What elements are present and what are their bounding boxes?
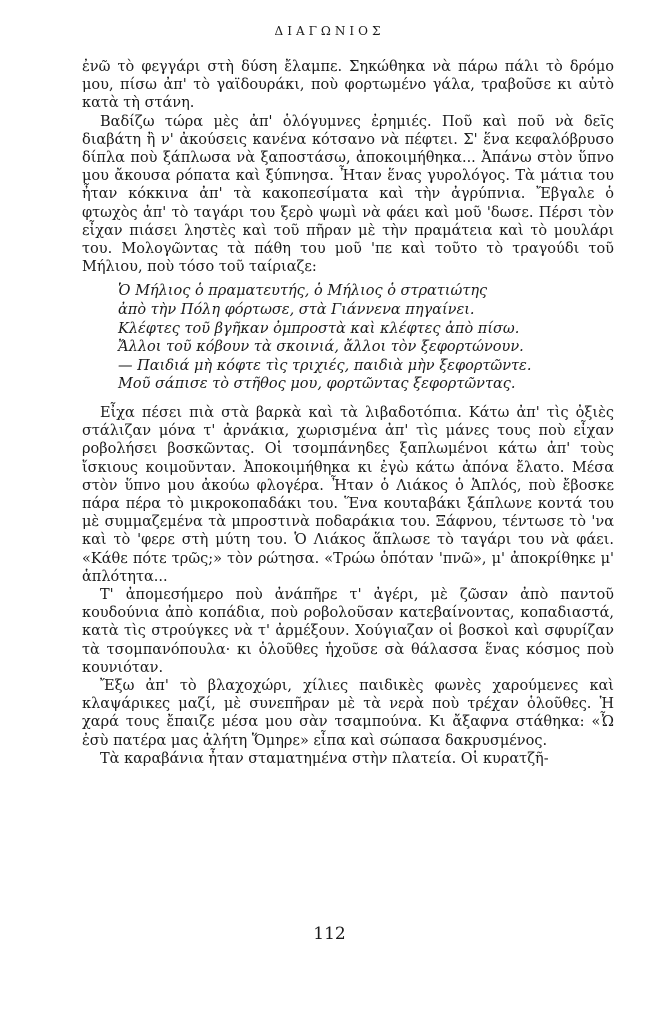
running-title: ΔΙΑΓΩΝΙΟΣ <box>274 24 385 38</box>
poem-line: Μοῦ σάπισε τὸ στῆθος μου, φορτῶντας ξεφορτῶντας. <box>118 376 516 393</box>
poem-line: Ὁ Μήλιος ὁ πραματευτής, ὁ Μήλιος ὁ στρατιώτης <box>118 283 488 300</box>
poem <box>118 282 614 394</box>
poem-line: ἀπὸ τὴν Πόλη φόρτωσε, στὰ Γιάννενα πηγαίνει. <box>118 302 475 319</box>
paragraph: Τ' ἀπομεσήμερο ποὺ ἀνάπῆρε τ' ἀγέρι, μὲ ζῶσαν ἀπὸ παντοῦ κουδούνια ἀπὸ κοπάδια, ποὺ ροβολοῦσαν κατεβαίνοντας, κοπαδιαστά, κατὰ τὶς στρούγκες νὰ τ' ἀρμέξουν. Χούγιαζαν οἱ βοσκοὶ καὶ σφυρίζαν τὰ τσομπανόπουλα· κι ὁλοῦθες ἠχοῦσε σὰ θάλασσα ἕνας κόσμος ποὺ κουνιόταν. <box>82 587 614 676</box>
poem-line: Κλέφτες τοῦ βγῆκαν ὀμπροστὰ καὶ κλέφτες ἀπὸ πίσω. <box>118 320 520 337</box>
paragraph: Ἔξω ἀπ' τὸ βλαχοχώρι, χίλιες παιδικὲς φωνὲς χαρούμενες καὶ κλαψάρικες μαζί, μὲ συνεπῆραν μὲ τὰ νερὰ ποὺ τρέχαν ὁλοῦθες. Ἡ χαρά τους ἔπαιζε μέσα μου σὰν τσαμπούνα. Κι ἄξαφνα στάθηκα: «Ὦ ἐσὺ πατέρα μας ἀλήτη Ὅμηρε» εἶπα καὶ σώπασα δακρυσμένος. <box>82 678 614 749</box>
text-block <box>82 58 614 768</box>
paragraph: Τὰ καραβάνια ἦταν σταματημένα στὴν πλατεία. Οἱ κυρατζῆ- <box>100 750 549 767</box>
paragraph: ἐνῶ τὸ φεγγάρι στὴ δύση ἔλαμπε. Σηκώθηκα νὰ πάρω πάλι τὸ δρόμο μου, πίσω ἀπ' τὸ γαϊδουράκι, ποὺ φορτωμένο γάλα, τραβοῦσε κι αὐτὸ κατὰ τὴ στάνη. <box>82 59 614 112</box>
poem-line: — Παιδιά μὴ κόφτε τὶς τριχιές, παιδιὰ μὴν ξεφορτῶντε. <box>118 357 532 374</box>
paragraph: Βαδίζω τώρα μὲς ἀπ' ὁλόγυμνες ἐρημιές. Ποῦ καὶ ποῦ νὰ δεῖς διαβάτη ἢ ν' ἀκούσεις κανένα κότσανο νὰ πέφτει. Σ' ἕνα κεφαλόβρυσο δίπλα ποὺ ξάπλωσα νὰ ξαποστάσω, ἀποκοιμήθηκα... Ἀπάνω στὸν ὕπνο μου ἄκουσα ρόπατα καὶ ξύπνησα. Ἦταν ἕνας γυρολόγος. Τὰ μάτια του ἦταν κόκκινα ἀπ' τὰ κακοπεσίματα καὶ τὴν ἀγρύπνια. Ἔβγαλε ὁ φτωχὸς ἀπ' τὸ ταγάρι του ξερὸ ψωμὶ νὰ φάει καὶ μοῦ 'δωσε. Πέρσι τὸν εἶχαν πιάσει ληστὲς καὶ τοῦ πῆραν μὲ τὴν πραμάτεια καὶ τὸ μουλάρι του. Μολογῶντας τὰ πάθη του μοῦ 'πε καὶ τοῦτο τὸ τραγούδι τοῦ Μήλιου, ποὺ τόσο τοῦ ταίριαζε: <box>82 113 614 276</box>
paragraph: Εἶχα πέσει πιὰ στὰ βαρκὰ καὶ τὰ λιβαδοτόπια. Κάτω ἀπ' τὶς ὀξιὲς στάλιζαν μόνα τ' ἀρνάκια, χωρισμένα ἀπ' τὶς μάνες τους ποὺ εἶχαν ροβολήσει βοσκῶντας. Οἱ τσομπάνηδες ξαπλωμένοι κάτω ἀπ' τοὺς ἴσκιους κοιμοῦνταν. Ἀποκοιμήθηκα κι ἐγὼ κάτω ἀπόνα ἔλατο. Μέσα στὸν ὕπνο μου ἀκούω φλογέρα. Ἦταν ὁ Λιάκος ὁ Ἁπλός, ποὺ ἔβοσκε πάρα πέρα τὸ μικροκοπαδάκι του. Ἕνα κουταβάκι ξάπλωνε κοντά του μὲ συμμαζεμένα τὰ μπροστινὰ ποδαράκια του. Ξάφνου, τέντωσε τὸ 'να καὶ τὸ 'φερε στὴ μύτη του. Ὁ Λιάκος ἅπλωσε τὸ ταγάρι του νὰ φάει. «Κάθε πότε τρῶς;» τὸν ρώτησα. «Τρώω ὁπόταν 'πνῶ», μ' ἀποκρίθηκε μ' ἁπλότητα... <box>82 405 614 585</box>
poem-line: Ἄλλοι τοῦ κόβουν τὰ σκοινιά, ἄλλοι τὸν ξεφορτώνουν. <box>118 339 524 356</box>
page-number: 112 <box>313 924 346 944</box>
